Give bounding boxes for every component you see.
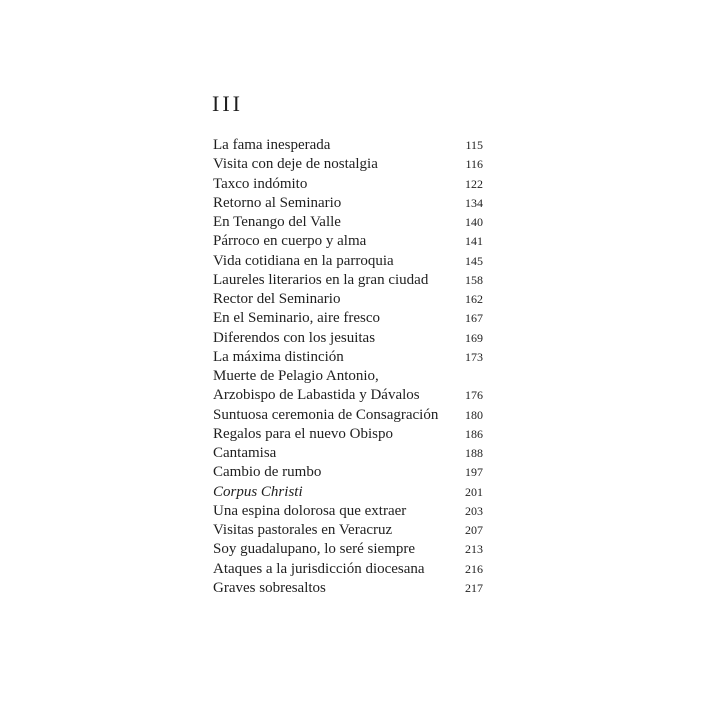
toc-entry-page-number: 140 <box>465 215 483 229</box>
toc-entry-page-number: 201 <box>465 484 483 499</box>
toc-entry <box>213 232 483 251</box>
toc-entry-page-number: 216 <box>465 561 483 576</box>
toc-entry-title: Regalos para el nuevo Obispo <box>213 425 393 442</box>
toc-entry <box>213 502 483 521</box>
toc-entry-title: Visitas pastorales en Veracruz <box>213 522 393 538</box>
toc-entry <box>213 386 483 405</box>
toc-entry-page-number: 207 <box>465 523 483 537</box>
toc-entry-title: Suntuosa ceremonia de Consagración <box>213 406 439 423</box>
toc-entry-page-number: 141 <box>465 234 483 249</box>
toc-entry <box>213 483 483 502</box>
toc-entry-page-number: 134 <box>465 195 483 210</box>
toc-entry-page-number: 169 <box>465 330 483 345</box>
toc-entry-title: En el Seminario, aire fresco <box>213 310 381 327</box>
toc-entry-title: Rector del Seminario <box>213 291 341 307</box>
toc-entry <box>213 560 483 579</box>
toc-entry-page-number: 180 <box>465 407 483 422</box>
toc-entry-page-number: 186 <box>465 426 483 441</box>
toc-entry-page-number: 145 <box>465 253 483 268</box>
toc-entry-page-number: 203 <box>465 503 483 518</box>
toc-entry-title: Laureles literarios en la gran ciudad <box>213 271 429 288</box>
table-of-contents <box>213 136 483 598</box>
toc-entry-title: Cambio de rumbo <box>213 464 322 481</box>
toc-entry-title: Vida cotidiana en la parroquia <box>213 252 394 269</box>
toc-entry <box>213 252 483 271</box>
toc-entry-title: Retorno al Seminario <box>213 194 342 211</box>
toc-entry-title: Una espina dolorosa que extraer <box>213 502 407 519</box>
toc-entry-page-number: 188 <box>465 446 483 460</box>
toc-entry <box>213 521 483 540</box>
toc-entry-page-number: 217 <box>465 580 483 595</box>
toc-entry <box>213 463 483 482</box>
toc-entry-page-number: 122 <box>465 176 483 191</box>
toc-entry-title: Corpus Christi <box>213 483 303 500</box>
toc-entry <box>213 290 483 309</box>
toc-entry-page-number: 162 <box>465 292 483 306</box>
toc-entry-title: Visita con deje de nostalgia <box>213 156 378 173</box>
toc-entry <box>213 309 483 328</box>
toc-entry <box>213 444 483 463</box>
toc-entry <box>213 406 483 425</box>
toc-entry-page-number: 158 <box>465 272 483 287</box>
toc-entry <box>213 271 483 290</box>
toc-entry-title: Arzobispo de Labastida y Dávalos <box>213 387 420 404</box>
toc-entry-page-number: 167 <box>465 311 483 326</box>
toc-entry <box>213 579 483 598</box>
toc-entry-page-number: 115 <box>465 138 483 152</box>
toc-entry-page-number: 197 <box>465 465 483 480</box>
toc-entry-page-number: 176 <box>465 388 483 403</box>
toc-entry-title: Ataques a la jurisdicción diocesana <box>213 560 425 577</box>
toc-entry-title: En Tenango del Valle <box>213 214 341 230</box>
toc-entry <box>213 367 483 386</box>
toc-entry-title: Muerte de Pelagio Antonio, <box>213 368 379 384</box>
toc-entry <box>213 425 483 444</box>
toc-entry <box>213 175 483 194</box>
toc-entry-page-number: 213 <box>465 542 483 557</box>
toc-entry-page-number: 173 <box>465 349 483 364</box>
toc-entry-title: Cantamisa <box>213 445 277 461</box>
toc-entry <box>213 136 483 155</box>
toc-entry <box>213 348 483 367</box>
toc-entry-title: La fama inesperada <box>213 137 331 153</box>
toc-entry-title: Taxco indómito <box>213 175 308 192</box>
toc-entry <box>213 540 483 559</box>
toc-entry-page-number: 116 <box>465 157 483 172</box>
toc-entry <box>213 155 483 174</box>
toc-entry-title: Párroco en cuerpo y alma <box>213 233 367 250</box>
toc-entry-title: Diferendos con los jesuitas <box>213 329 376 346</box>
toc-entry-title: La máxima distinción <box>213 348 344 365</box>
toc-entry-title: Graves sobresaltos <box>213 579 326 596</box>
part-heading: III <box>212 91 243 116</box>
toc-entry <box>213 213 483 232</box>
toc-entry <box>213 194 483 213</box>
toc-entry-title: Soy guadalupano, lo seré siempre <box>213 541 416 558</box>
toc-entry <box>213 329 483 348</box>
